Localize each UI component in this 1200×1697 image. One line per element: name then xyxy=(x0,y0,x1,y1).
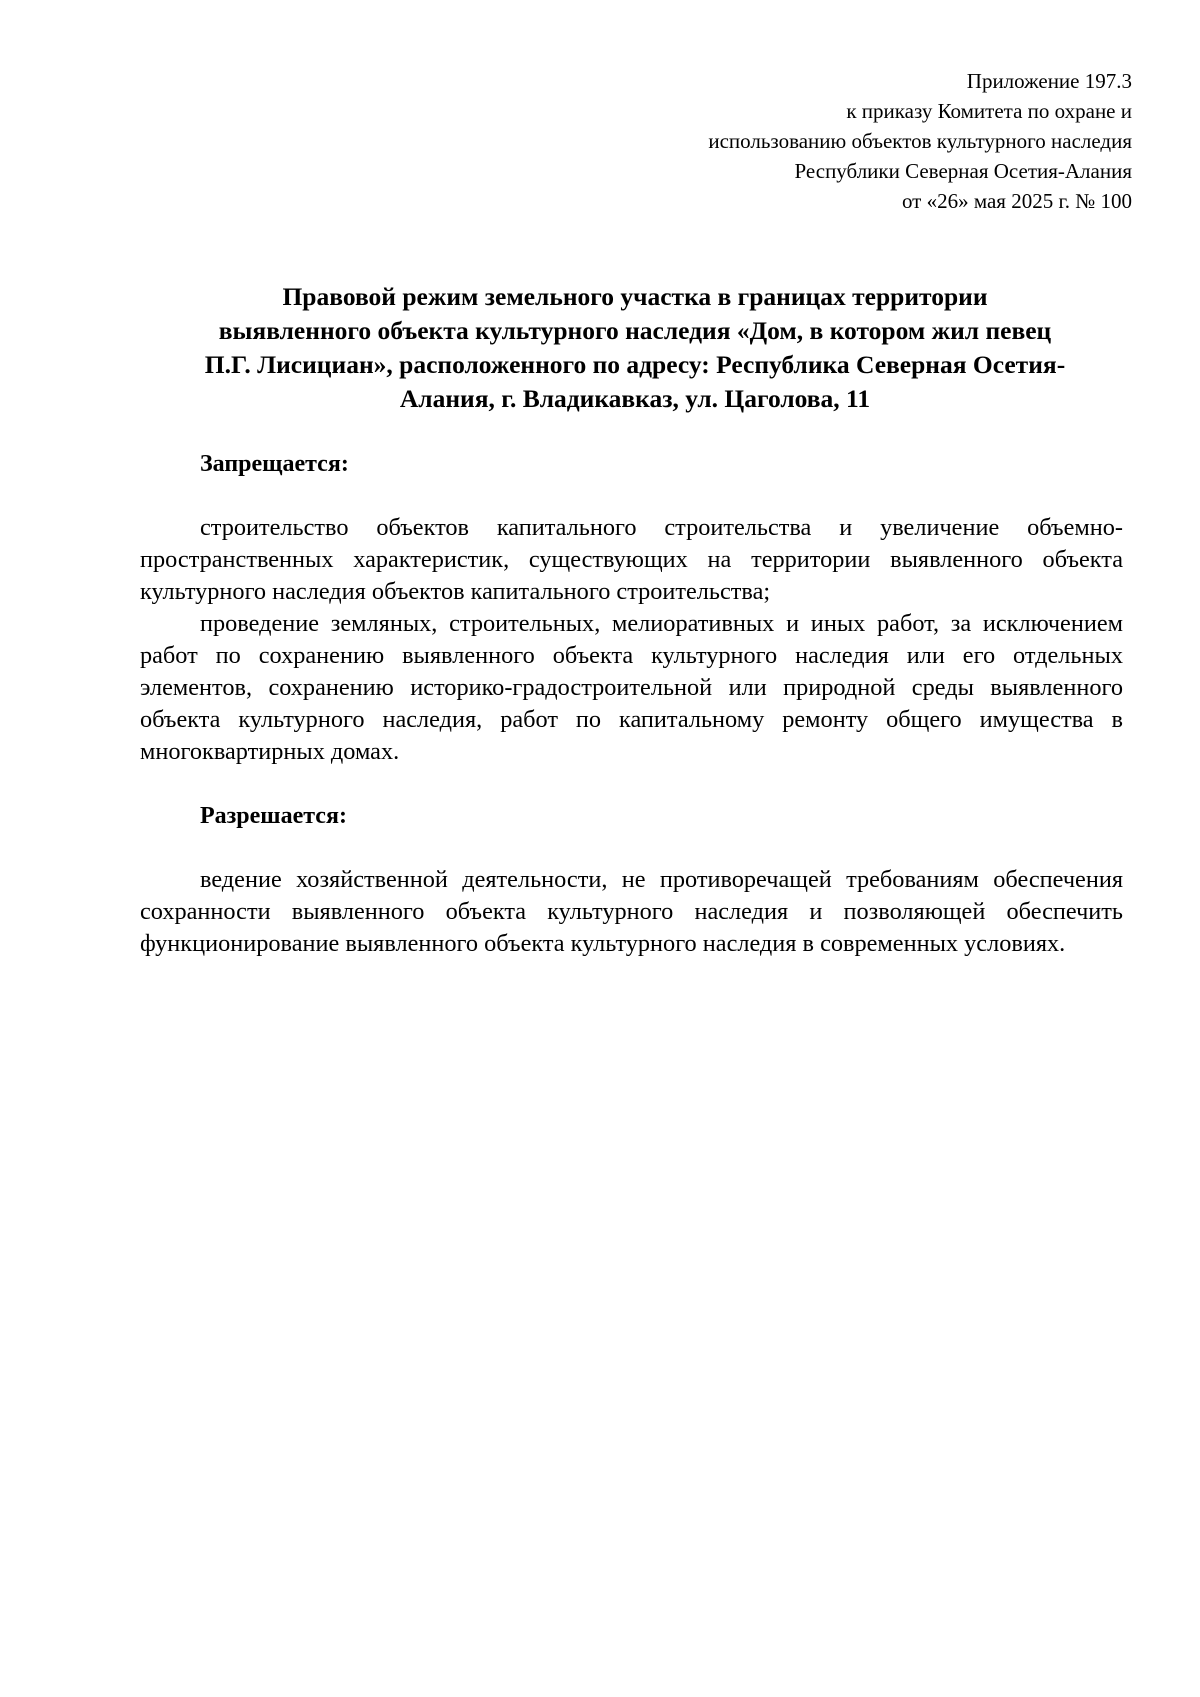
permitted-section xyxy=(140,864,1123,960)
paragraph: строительство объектов капитального строительства и увеличение объемно-пространственных характеристик, существующих на территории выявленного объекта культурного наследия объектов капитального строительства; xyxy=(140,514,1123,605)
title-line: Правовой режим земельного участка в границах территории xyxy=(282,282,988,311)
title-line: Алания, г. Владикавказ, ул. Цаголова, 11 xyxy=(399,384,871,413)
paragraph: ведение хозяйственной деятельности, не противоречащей требованиям обеспечения сохранности выявленного объекта культурного наследия и позволяющей обеспечить функционирование выявленного объекта культурного наследия в современных условиях. xyxy=(140,866,1123,957)
attachment-order-ref: к приказу Комитета по охране и xyxy=(846,99,1132,123)
title-line: П.Г. Лисициан», расположенного по адресу: Республика Северная Осетия- xyxy=(204,350,1066,379)
attachment-date: от «26» мая 2025 г. № 100 xyxy=(901,189,1132,213)
attachment-number: Приложение 197.3 xyxy=(966,69,1132,93)
document-title xyxy=(140,280,1130,416)
prohibited-section xyxy=(140,512,1123,768)
permitted-heading: Разрешается: xyxy=(200,803,347,829)
attachment-republic: Республики Северная Осетия-Алания xyxy=(794,159,1132,183)
attachment-committee: использованию объектов культурного наследия xyxy=(708,129,1132,153)
paragraph: проведение земляных, строительных, мелиоративных и иных работ, за исключением работ по сохранению выявленного объекта культурного наследия или его отдельных элементов, сохранению историко-градостроительной или природной среды выявленного объекта культурного наследия, работ по капитальному ремонту общего имущества в многоквартирных домах. xyxy=(140,610,1123,765)
title-line: выявленного объекта культурного наследия «Дом, в котором жил певец xyxy=(218,316,1052,345)
prohibited-heading: Запрещается: xyxy=(200,451,349,477)
attachment-header xyxy=(708,66,1132,216)
